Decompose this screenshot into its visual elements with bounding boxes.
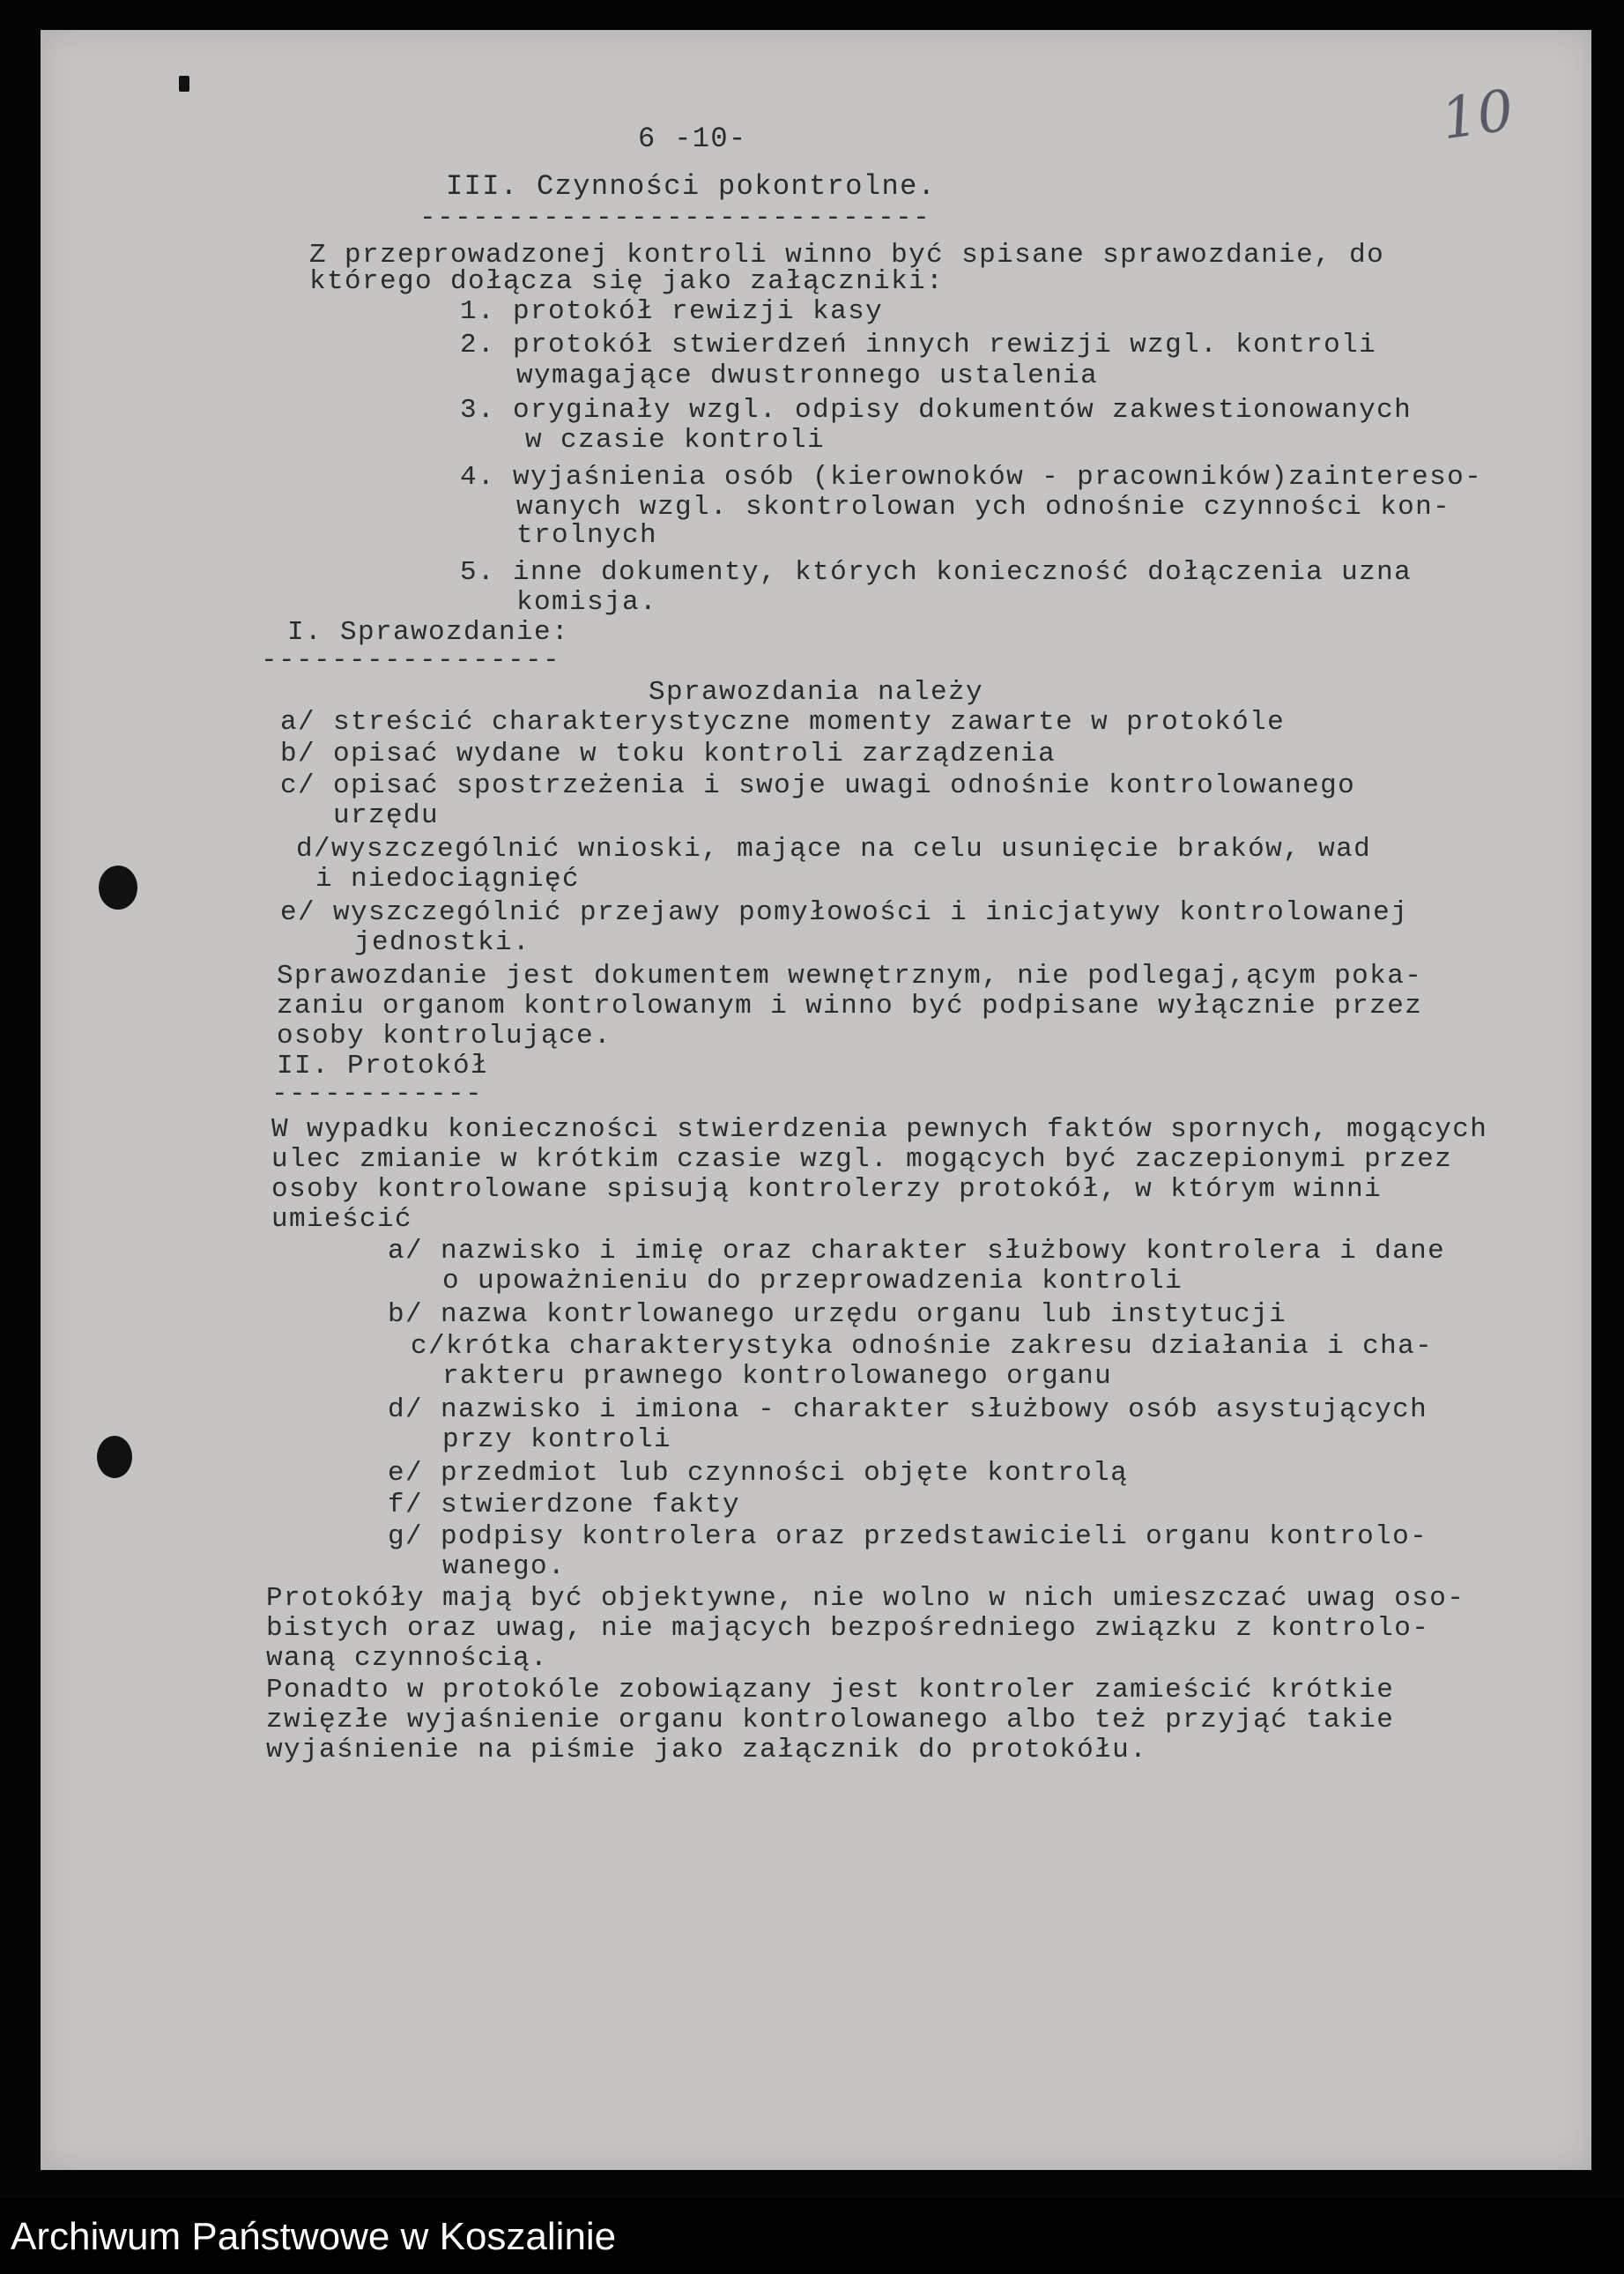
text-line: Sprawozdania należy bbox=[649, 677, 984, 708]
text-line: osoby kontrolujące. bbox=[277, 1021, 612, 1052]
archive-footer: Archiwum Państwowe w Koszalinie bbox=[0, 2199, 1624, 2274]
text-line: zwięzłe wyjaśnienie organu kontrolowanego albo też przyjąć takie bbox=[266, 1705, 1395, 1735]
text-line: wanych wzgl. skontrolowan ych odnośnie czynności kon- bbox=[516, 492, 1451, 523]
list-item: e/ przedmiot lub czynności objęte kontrolą bbox=[388, 1458, 1129, 1489]
text-line: waną czynnością. bbox=[266, 1643, 549, 1674]
section-heading: III. Czynności pokontrolne. bbox=[446, 170, 937, 203]
heading-underline: ----------------------------- bbox=[419, 203, 931, 234]
list-item: a/ streścić charakterystyczne momenty zawarte w protokóle bbox=[280, 707, 1286, 738]
text-line: trolnych bbox=[516, 520, 658, 551]
list-item: 5. inne dokumenty, których konieczność dołączenia uzna bbox=[460, 557, 1413, 588]
list-item: 1. protokół rewizji kasy bbox=[460, 296, 884, 327]
list-item: d/wyszczególnić wnioski, mające na celu usunięcie braków, wad bbox=[296, 834, 1372, 865]
page-number: 6 -10- bbox=[638, 123, 747, 155]
text-line: Sprawozdanie jest dokumentem wewnętrznym, nie podlegaj,ącym poka- bbox=[277, 961, 1423, 992]
text-line: wyjaśnienie na piśmie jako załącznik do protokółu. bbox=[266, 1735, 1148, 1765]
list-item: d/ nazwisko i imiona - charakter służbowy osób asystujących bbox=[388, 1394, 1428, 1425]
text-line: osoby kontrolowane spisują kontrolerzy protokół, w którym winni bbox=[271, 1174, 1383, 1205]
list-item: 2. protokół stwierdzeń innych rewizji wzgl. kontroli bbox=[460, 330, 1377, 360]
text-line: i niedociągnięć bbox=[315, 864, 581, 895]
text-line: rakteru prawnego kontrolowanego organu bbox=[442, 1361, 1113, 1392]
list-item: c/krótka charakterystyka odnośnie zakresu działania i cha- bbox=[411, 1331, 1434, 1362]
list-item: g/ podpisy kontrolera oraz przedstawicieli organu kontrolo- bbox=[388, 1521, 1428, 1552]
list-item: b/ opisać wydane w toku kontroli zarządzenia bbox=[280, 739, 1057, 769]
list-item: 3. oryginały wzgl. odpisy dokumentów zakwestionowanych bbox=[460, 395, 1413, 426]
list-item: f/ stwierdzone fakty bbox=[388, 1490, 741, 1520]
subsection-underline: ------------ bbox=[271, 1079, 484, 1110]
list-item: b/ nazwa kontrlowanego urzędu organu lub instytucji bbox=[388, 1299, 1287, 1330]
list-item: e/ wyszczególnić przejawy pomyłowości i inicjatywy kontrolowanej bbox=[280, 897, 1409, 928]
subsection-heading: I. Sprawozdanie: bbox=[287, 617, 570, 648]
text-line: zaniu organom kontrolowanym i winno być podpisane wyłącznie przez bbox=[277, 991, 1423, 1022]
document-page bbox=[41, 30, 1591, 2170]
punch-hole-bottom bbox=[97, 1436, 132, 1478]
text-line: którego dołącza się jako załączniki: bbox=[309, 266, 945, 297]
text-line: Z przeprowadzonej kontroli winno być spisane sprawozdanie, do bbox=[309, 240, 1385, 271]
subsection-heading: II. Protokół bbox=[277, 1051, 489, 1081]
text-line: Protokóły mają być objektywne, nie wolno w nich umieszczać uwag oso- bbox=[266, 1583, 1465, 1614]
text-line: przy kontroli bbox=[442, 1424, 672, 1455]
list-item: c/ opisać spostrzeżenia i swoje uwagi odnośnie kontrolowanego bbox=[280, 770, 1356, 801]
text-line: wymagające dwustronnego ustalenia bbox=[516, 360, 1099, 391]
punch-hole-top bbox=[99, 866, 137, 910]
text-line: bistych oraz uwag, nie mających bezpośredniego związku z kontrolo- bbox=[266, 1613, 1430, 1644]
text-line: urzędu bbox=[333, 800, 440, 831]
text-line: Ponadto w protokóle zobowiązany jest kontroler zamieścić krótkie bbox=[266, 1675, 1395, 1706]
text-line: o upoważnieniu do przeprowadzenia kontroli bbox=[442, 1266, 1183, 1297]
edge-mark-top bbox=[179, 76, 189, 92]
text-line: umieścić bbox=[271, 1204, 413, 1235]
handwritten-page-number: 10 bbox=[1437, 78, 1518, 153]
text-line: jednostki. bbox=[354, 927, 531, 958]
text-line: W wypadku konieczności stwierdzenia pewnych faktów spornych, mogących bbox=[271, 1114, 1488, 1145]
subsection-underline: ----------------- bbox=[261, 645, 561, 676]
text-line: komisja. bbox=[516, 587, 658, 618]
text-line: w czasie kontroli bbox=[525, 425, 826, 456]
list-item: 4. wyjaśnienia osób (kierownoków - pracowników)zaintereso- bbox=[460, 462, 1483, 493]
text-line: wanego. bbox=[442, 1551, 567, 1582]
list-item: a/ nazwisko i imię oraz charakter służbowy kontrolera i dane bbox=[388, 1236, 1446, 1267]
text-line: ulec zmianie w krótkim czasie wzgl. mogących być zaczepionymi przez bbox=[271, 1144, 1453, 1175]
